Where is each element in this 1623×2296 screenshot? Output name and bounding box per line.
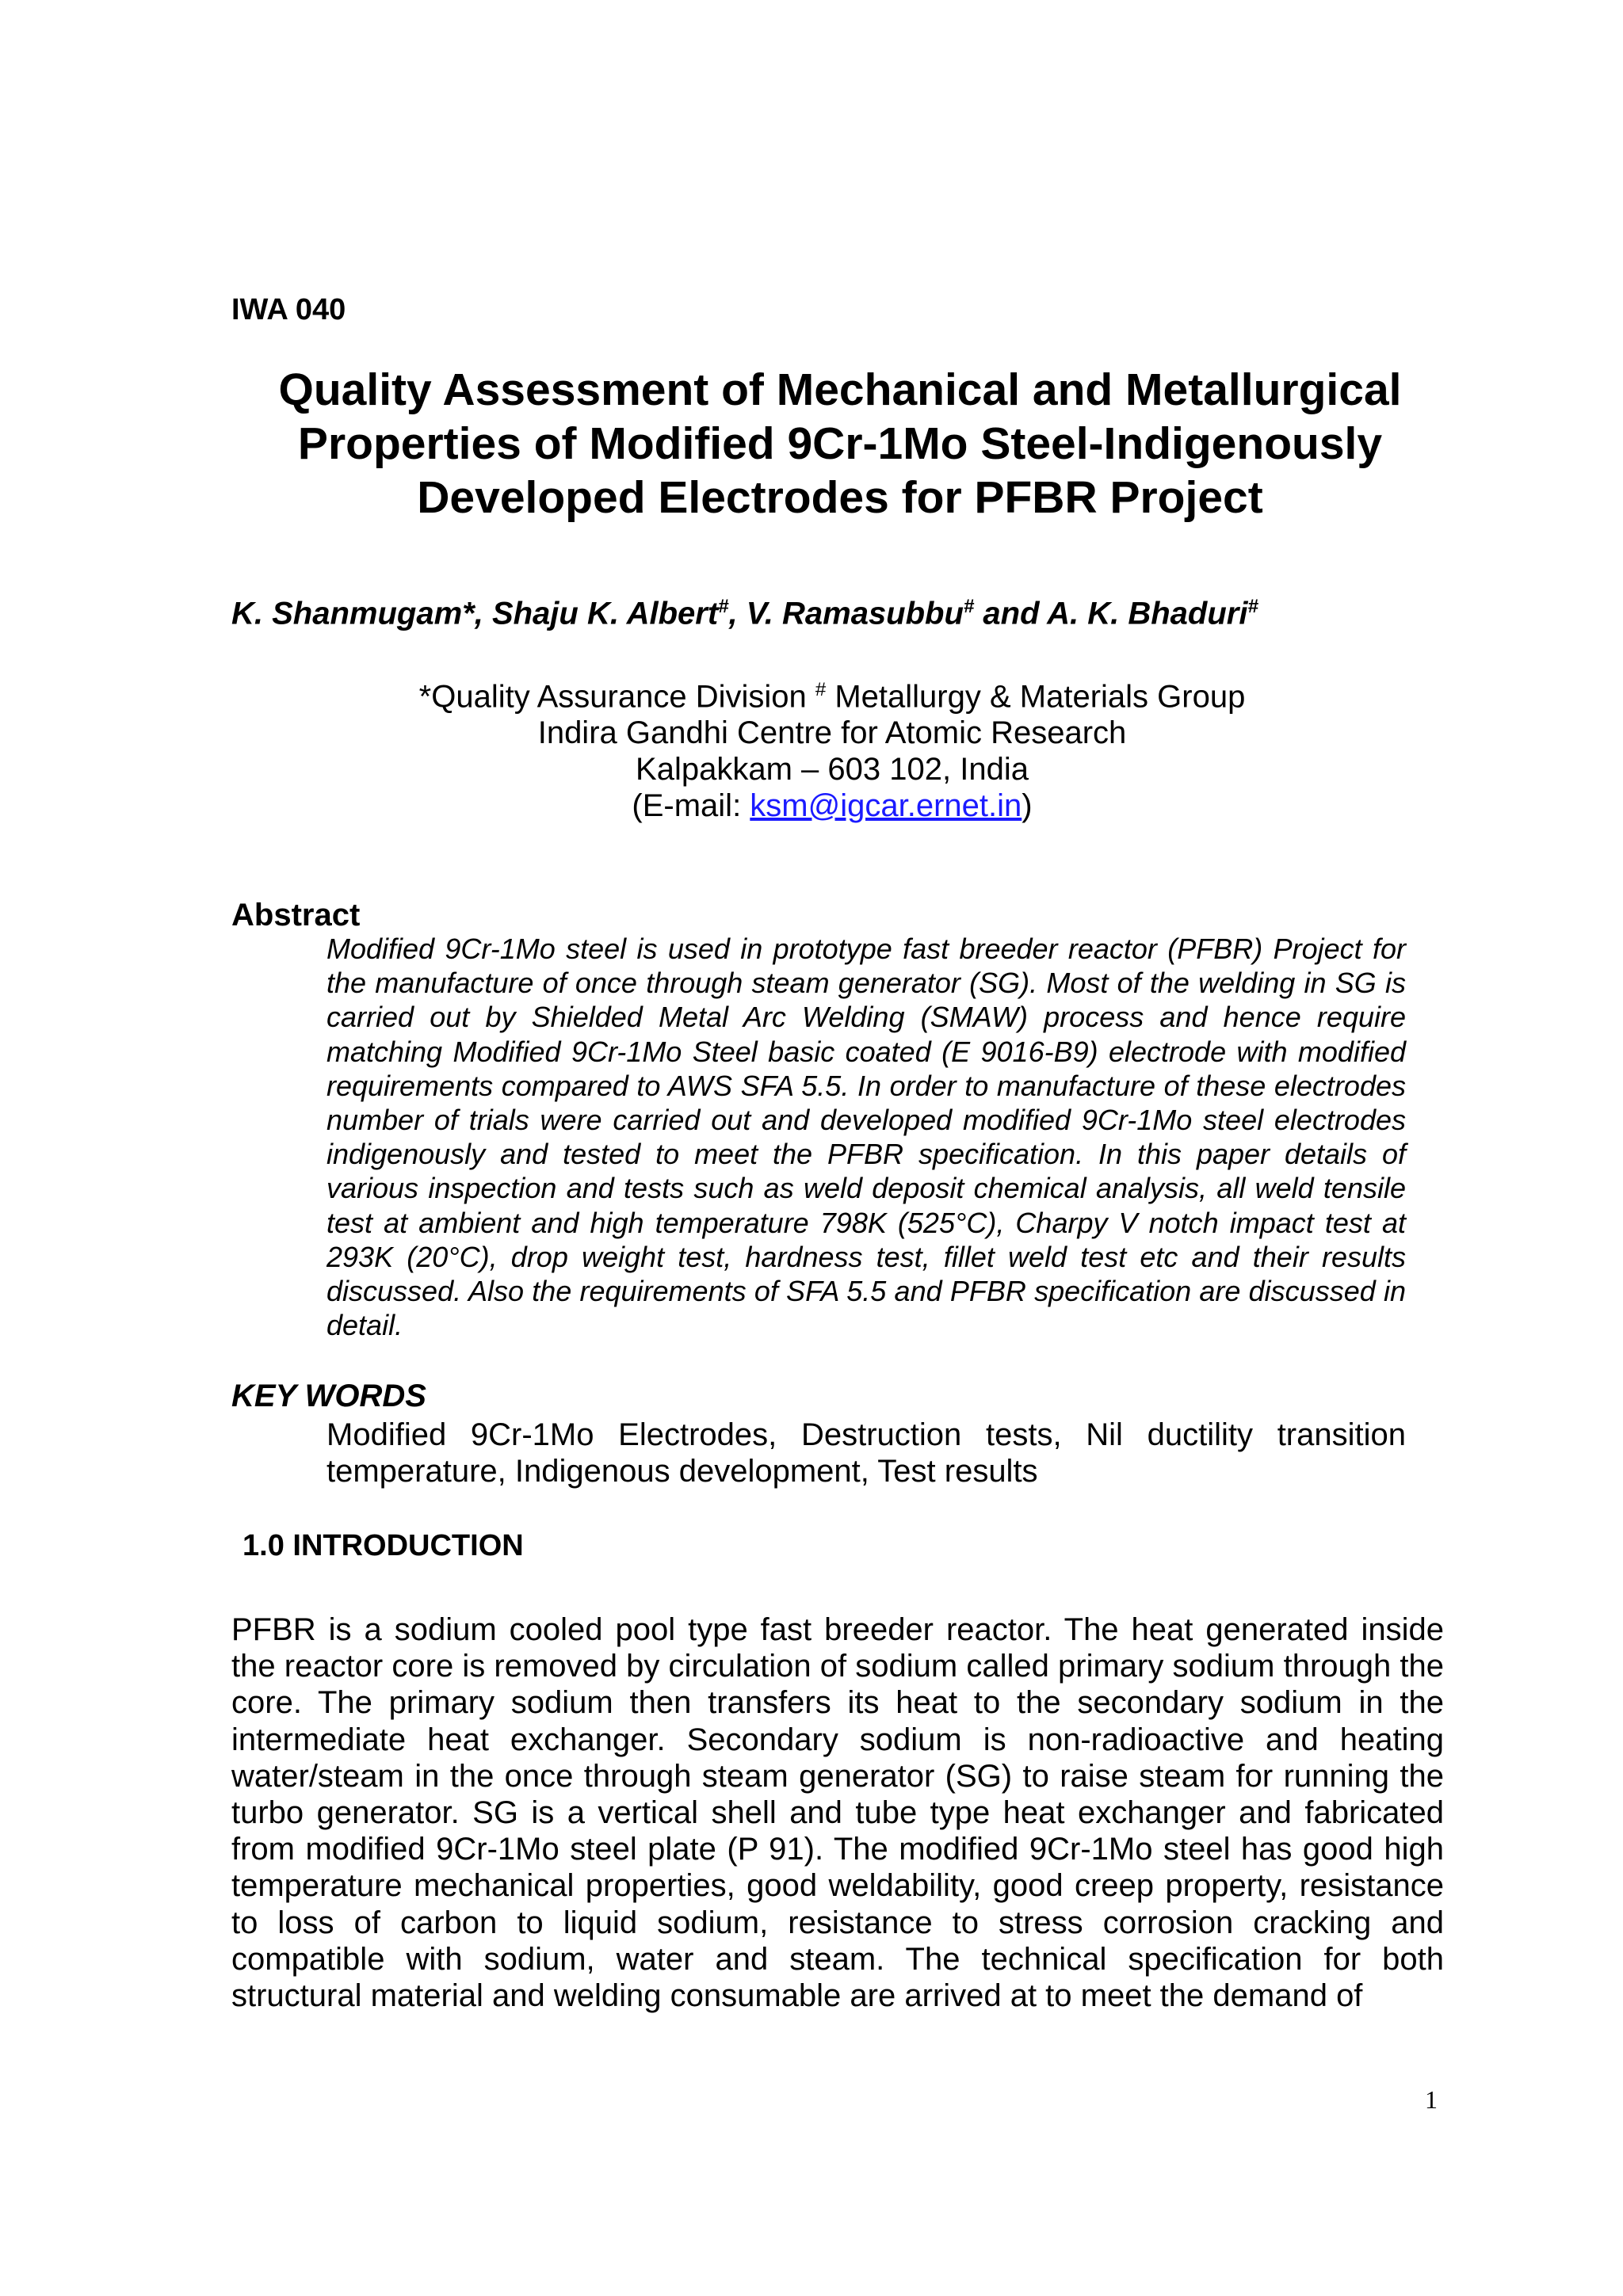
title-line: Quality Assessment of Mechanical and Metallurgical	[278, 364, 1402, 415]
author-text: , V. Ramasubbu	[728, 596, 964, 631]
paper-code: IWA 040	[231, 293, 346, 326]
affiliation-line: Kalpakkam – 603 102, India	[636, 752, 1029, 788]
title-line: Properties of Modified 9Cr-1Mo Steel-Indigenously	[297, 418, 1383, 469]
email-link[interactable]: ksm@igcar.ernet.in	[750, 788, 1022, 824]
email-line	[238, 788, 1426, 824]
page-number: 1	[1425, 2085, 1438, 2114]
keywords-text: Modified 9Cr-1Mo Electrodes, Destruction tests, Nil ductility transition temperature, Indigenous development, Test results	[327, 1417, 1406, 1489]
paper-title	[158, 363, 1522, 524]
email-prefix: (E-mail:	[632, 788, 750, 824]
author-text: K. Shanmugam*, Shaju K. Albert	[231, 596, 719, 631]
affiliation-mark: #	[718, 596, 729, 617]
introduction-heading: 1.0 INTRODUCTION	[242, 1529, 524, 1562]
abstract-text: Modified 9Cr-1Mo steel is used in prototype fast breeder reactor (PFBR) Project for the manufacture of once through steam generator (SG). Most of the welding in SG is carried out by Shielded Metal Arc Welding (SMAW) process and hence require matching Modified 9Cr-1Mo Steel basic coated (E 9016-B9) electrode with modified requirements compared to AWS SFA 5.5. In order to manufacture of these electrodes number of trials were carried out and developed modified 9Cr-1Mo steel electrodes indigenously and tested to meet the PFBR specification. In this paper details of various inspection and tests such as weld deposit chemical analysis, all weld tensile test at ambient and high temperature 798K (525°C), Charpy V notch impact test at 293K (20°C), drop weight test, hardness test, fillet weld test etc and their results discussed. Also the requirements of SFA 5.5 and PFBR specification are discussed in detail.	[327, 933, 1406, 1342]
title-line: Developed Electrodes for PFBR Project	[417, 472, 1263, 523]
affiliation-text: Metallurgy & Materials Group	[826, 679, 1246, 715]
author-text: and A. K. Bhaduri	[974, 596, 1248, 631]
affiliation-text: *Quality Assurance Division	[418, 679, 815, 715]
affiliation-mark: #	[963, 596, 975, 617]
author-list	[231, 596, 1258, 631]
abstract-heading: Abstract	[231, 898, 361, 933]
affiliation-line: Indira Gandhi Centre for Atomic Research	[537, 715, 1127, 751]
introduction-text: PFBR is a sodium cooled pool type fast breeder reactor. The heat generated inside the reactor core is removed by circulation of sodium called primary sodium through the core. The primary sodium then transfers its heat to the secondary sodium in the intermediate heat exchanger. Secondary sodium is non-radioactive and heating water/steam in the once through steam generator (SG) to raise steam for running the turbo generator. SG is a vertical shell and tube type heat exchanger and fabricated from modified 9Cr-1Mo steel plate (P 91). The modified 9Cr-1Mo steel has good high temperature mechanical properties, good weldability, good creep property, resistance to loss of carbon to liquid sodium, resistance to stress corrosion cracking and compatible with sodium, water and steam. The technical specification for both structural material and welding consumable are arrived at to meet the demand of	[231, 1612, 1444, 2014]
keywords-heading: KEY WORDS	[231, 1379, 426, 1413]
affiliation-mark: #	[815, 679, 827, 700]
affiliation-block	[238, 672, 1426, 824]
email-suffix: )	[1022, 788, 1033, 824]
affiliation-mark: #	[1247, 596, 1258, 617]
affiliation-line	[238, 672, 1426, 715]
